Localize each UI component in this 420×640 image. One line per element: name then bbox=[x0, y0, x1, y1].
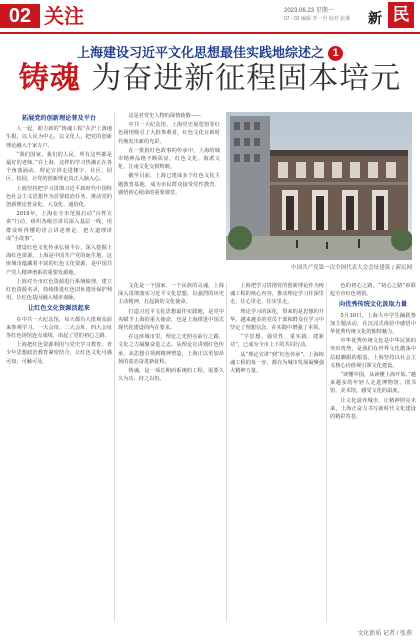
headline-rest: 为奋进新征程固本培元 bbox=[91, 61, 402, 96]
header-rule bbox=[0, 32, 420, 34]
article-subheading: 让红色文化资源活起来 bbox=[28, 305, 90, 313]
byline-footer: 文化新质 记者 / 张燕 bbox=[357, 631, 412, 637]
article-paragraph: 中共一大纪念馆、上海党史展览馆等红色场馆吸引了大批参观者，红色文化在新时代焕发出新的光彩。 bbox=[118, 122, 220, 145]
article-paragraph: 截至目前，上海已建成多个红色文化主题教育基地，成为市民群众接受党性教育、感悟初心使命的重要课堂。 bbox=[118, 173, 220, 196]
article-paragraph: 铸魂，是一项长期而系统的工程，需要久久为功、持之以恒。 bbox=[118, 368, 224, 383]
article-paragraph: 上海坚持把学习贯彻习近平新时代中国特色社会主义思想作为首要政治任务，推动党的创新理论普及化、大众化、通俗化。 bbox=[6, 185, 112, 209]
column-divider bbox=[226, 282, 227, 622]
article-paragraph: 上海把学习贯彻党的创新理论作为铸魂工程的核心内容，推动理论学习往深里走、往心里走、往实里走。 bbox=[230, 283, 324, 306]
article-column-3 bbox=[118, 282, 224, 622]
article-paragraph: 在这座城市里，理论之光照亮前行之路，文化之力凝聚奋进之志。从理论宣讲到红色传承，从思想引领到精神塑造，上海正以更加昂扬的姿态奋进新征程。 bbox=[118, 334, 224, 365]
article-paragraph: 在中共一大纪念馆，每天都有大批观众前来参观学习。一大会址、二大会址、四大会址等红色场馆连点成线，串起了党的初心之路。 bbox=[6, 316, 112, 340]
column-divider bbox=[114, 112, 115, 622]
article-paragraph: “学思想、强党性、重实践、建新功”，已成为全市上下的共同行动。 bbox=[230, 334, 324, 349]
article-subheading: 拓展党的创新理论普及平台 bbox=[21, 115, 97, 122]
newspaper-logo bbox=[368, 2, 416, 30]
news-photo bbox=[226, 112, 412, 260]
article-paragraph: 打造习近平文化思想最佳实践地，是党中央赋予上海的重大使命，也是上海推进中国式现代化建设的内在要求。 bbox=[118, 308, 224, 332]
article-paragraph: 文化是一个国家、一个民族的灵魂。上海深入贯彻落实习近平文化思想，以强烈的历史主动精神，扛起新的文化使命。 bbox=[118, 283, 224, 306]
logo-char-1: 新 bbox=[368, 11, 382, 27]
article-paragraph: 让文化滋养城市，让精神照亮未来，上海正奋力书写新时代文化建设的精彩答卷。 bbox=[330, 397, 416, 421]
article-paragraph: 理论学习的深化，带来的是思想的升华。越来越多的党员干部和群众在学习中坚定了理想信念，在实践中增强了本领。 bbox=[230, 308, 324, 332]
editor-line: 07 - 02 编辑 李一舟 校对 张燕 bbox=[284, 16, 351, 22]
building-photo-illustration bbox=[226, 112, 412, 260]
article-paragraph: 5月30日，上海大中学生踊跃参加主题活动，在沉浸式体验中感悟中华优秀传统文化的独特魅力。 bbox=[330, 312, 416, 336]
article-column-4 bbox=[230, 282, 324, 622]
article-paragraph: “读懂中国，从读懂上海开始。”越来越多的年轻人走进博物馆、图书馆、美术馆，感受文化的温度。 bbox=[330, 372, 416, 395]
article-paragraph: 中华优秀传统文化是中华民族的突出优势，是我们在世界文化激荡中站稳脚跟的根基。上海坚持以社会主义核心价值观引领文化建设。 bbox=[330, 338, 416, 369]
page-header bbox=[0, 0, 420, 34]
article-column-1 bbox=[6, 112, 112, 622]
article-paragraph: 人一起，助力新的“铸魂工程”在沪上落地生根，以人民为中心，以文化人，把党的创新理论融入千家万户。 bbox=[6, 126, 112, 149]
article-column-5 bbox=[330, 282, 416, 622]
column-divider bbox=[326, 282, 327, 622]
page-headline bbox=[0, 62, 420, 96]
photo-caption: 中国共产党第一次全国代表大会会址建筑 / 新民网 bbox=[291, 265, 412, 271]
logo-char-2: 民 bbox=[388, 2, 414, 28]
article-paragraph: 上海对全市红色资源进行系统梳理，建立红色资源名录，持续推进红色旧址遗址保护利用，让红色基因融入城市血脉。 bbox=[6, 278, 112, 302]
article-column-2 bbox=[118, 112, 220, 278]
headline-main: 铸魂 bbox=[18, 61, 81, 96]
article-paragraph: 建设红色文化传承弘扬平台，深入挖掘上海红色资源。上海是中国共产党的诞生地，这座城市蕴藏着丰富的红色文化资源，是中国共产党人精神谱系的重要发源地。 bbox=[6, 245, 112, 276]
series-kicker bbox=[0, 42, 420, 61]
article-paragraph: 从“理论宣讲”到“红色传承”，上海铸魂工程的每一步，都在为城市发展凝聚强大精神力量。 bbox=[230, 351, 324, 375]
article-paragraph: 色的初心之路。“初心之路”串联起全市红色场馆。 bbox=[330, 283, 416, 298]
section-name: 关注 bbox=[44, 4, 84, 28]
kicker-text: 上海建设习近平文化思想最佳实践地综述之 bbox=[76, 46, 324, 61]
article-paragraph: “我们国家，我们的人民，所有这些都是最好的老师。”在上海，这样的学习热潮正在各个角落涌动，理论宣讲走进楼宇、社区、园区、校园，让党的创新理论真正入脑入心。 bbox=[6, 151, 112, 183]
series-number-badge: 1 bbox=[328, 46, 343, 61]
issue-date: 2023.06.23 星期一 bbox=[284, 8, 334, 14]
article-paragraph: 2018年，上海在全市范围启动“百姓宣讲”行动，组织各级宣讲员深入基层一线，用群众听得懂的语言讲述理论，把大道理讲成“小故事”。 bbox=[6, 211, 112, 242]
article-paragraph: 在一批批红色故事的传承中，上海的城市精神品格不断彰显，红色文化、海派文化、江南文化交相辉映。 bbox=[118, 147, 220, 171]
article-paragraph: 上海把红色资源利用与党史学习教育、青少年思想政治教育紧密结合，让红色文化可感可知、可触可及。 bbox=[6, 342, 112, 365]
article-paragraph: 这是对党史人物的深情致敬—— bbox=[128, 113, 202, 119]
section-number: 02 bbox=[0, 4, 40, 28]
article-subheading: 向优秀传统文化汲取力量 bbox=[338, 301, 408, 309]
